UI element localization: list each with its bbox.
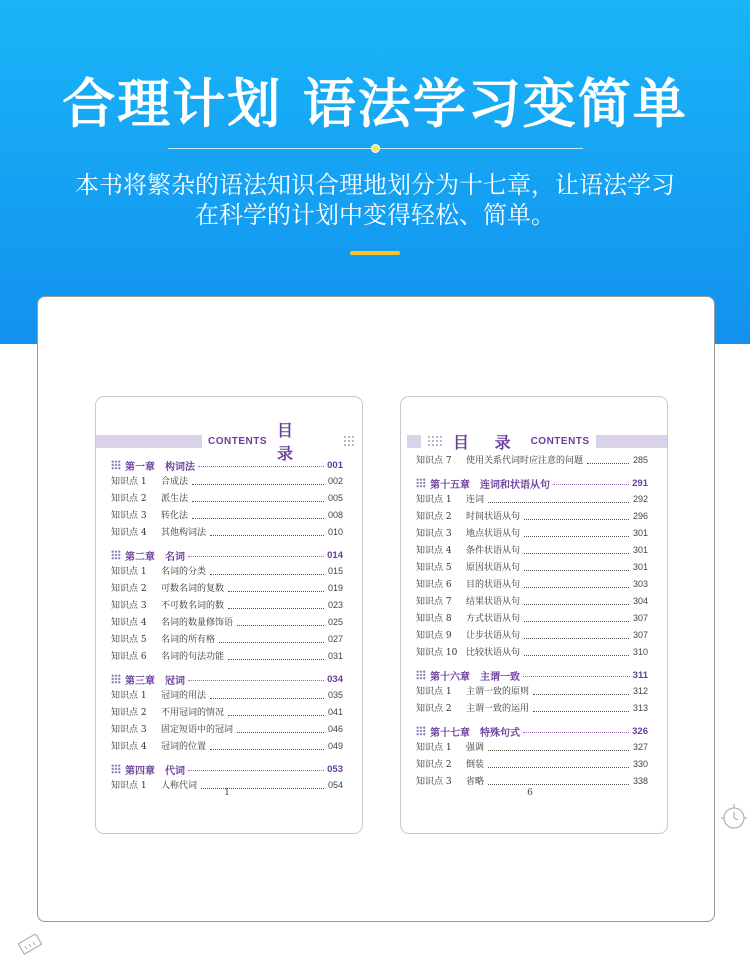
point-page: 292 [632, 494, 648, 504]
chapter-title: 第三章 冠词 [125, 675, 185, 687]
point-title: 冠词的用法 [161, 691, 207, 701]
point-title: 主谓一致的运用 [466, 704, 530, 714]
point-label: 知识点 4 [416, 546, 452, 556]
point-title: 目的状语从句 [466, 580, 521, 590]
point-page: 313 [632, 703, 648, 713]
point-page: 303 [632, 579, 648, 589]
point-label: 知识点 2 [111, 584, 147, 594]
dot-leader [524, 519, 629, 520]
dot-grid-icon [427, 435, 443, 447]
point-title: 名词的句法功能 [161, 652, 225, 662]
point-label: 知识点 2 [111, 494, 147, 504]
dot-leader [524, 621, 629, 622]
dot-leader [524, 638, 629, 639]
contents-word: CONTENTS [208, 435, 267, 447]
toc-point-row [111, 508, 343, 525]
hero-description-line-2: 在科学的计划中变得轻松、简单。 [195, 201, 555, 229]
point-label: 知识点 1 [111, 691, 147, 701]
toc-point-row [111, 722, 343, 739]
point-page: 285 [632, 455, 648, 465]
point-title: 人称代词 [161, 781, 198, 791]
toc-point-row [416, 684, 648, 701]
toc-point-row [416, 526, 648, 543]
point-title: 转化法 [161, 511, 189, 521]
toc-point-row [111, 598, 343, 615]
dot-leader [210, 574, 324, 575]
point-title: 合成法 [161, 477, 189, 487]
point-label: 知识点 6 [416, 580, 452, 590]
point-title: 主谓一致的原则 [466, 687, 530, 697]
point-page: 023 [327, 600, 343, 610]
chapter-page: 001 [327, 459, 343, 471]
dot-leader [237, 625, 324, 626]
dot-leader [192, 518, 324, 519]
toc-point-row [111, 632, 343, 649]
dot-leader [488, 750, 629, 751]
hero-description-line-1: 本书将繁杂的语法知识合理地划分为十七章，让语法学习 [75, 171, 675, 199]
chapter-grid-icon [111, 460, 121, 470]
point-title: 省略 [466, 777, 485, 787]
point-title: 连词 [466, 495, 485, 505]
point-page: 035 [327, 690, 343, 700]
mulu-heading: 目 录 [453, 432, 521, 452]
toc-list-left [111, 455, 343, 795]
point-page: 296 [632, 511, 648, 521]
point-label: 知识点 3 [111, 725, 147, 735]
hero-title: 合理计划 语法学习变简单 [62, 74, 688, 135]
point-label: 知识点 1 [416, 743, 452, 753]
point-page: 008 [327, 510, 343, 520]
toc-point-row [416, 509, 648, 526]
dot-leader [488, 767, 629, 768]
point-title: 原因状语从句 [466, 563, 521, 573]
toc-list-right [416, 453, 648, 791]
chapter-page: 311 [632, 669, 648, 681]
chapter-grid-icon [111, 764, 121, 774]
chapter-title: 第二章 名词 [125, 551, 185, 563]
toc-point-row [416, 628, 648, 645]
point-label: 知识点 3 [111, 511, 147, 521]
chapter-grid-icon [416, 726, 426, 736]
toc-point-row [416, 453, 648, 470]
point-page: 301 [632, 528, 648, 538]
point-page: 019 [327, 583, 343, 593]
chapter-title: 第一章 构词法 [125, 461, 195, 473]
toc-point-row [416, 645, 648, 662]
point-page: 031 [327, 651, 343, 661]
toc-point-row [111, 739, 343, 756]
toc-point-row [416, 543, 648, 560]
point-title: 结果状语从句 [466, 597, 521, 607]
point-title: 使用关系代词时应注意的问题 [466, 456, 584, 466]
point-title: 不可数名词的数 [161, 601, 225, 611]
dot-leader [524, 655, 629, 656]
dot-leader [523, 732, 629, 733]
dot-leader [524, 536, 629, 537]
dot-leader [533, 711, 629, 712]
point-label: 知识点 5 [111, 635, 147, 645]
dot-leader [524, 604, 629, 605]
point-page: 301 [632, 545, 648, 555]
hero-banner [0, 0, 750, 344]
point-page: 010 [327, 527, 343, 537]
point-page: 005 [327, 493, 343, 503]
point-page: 338 [632, 776, 648, 786]
dot-leader [488, 502, 629, 503]
chapter-page: 014 [327, 549, 343, 561]
point-label: 知识点 1 [416, 687, 452, 697]
point-label: 知识点 1 [111, 477, 147, 487]
point-title: 方式状语从句 [466, 614, 521, 624]
toc-point-row [111, 649, 343, 666]
chapter-page: 291 [632, 477, 648, 489]
point-page: 304 [632, 596, 648, 606]
point-page: 312 [632, 686, 648, 696]
point-label: 知识点 2 [111, 708, 147, 718]
chapter-page: 326 [632, 725, 648, 737]
contents-word: CONTENTS [530, 435, 590, 447]
point-label: 知识点 7 [416, 456, 452, 466]
point-label: 知识点 1 [416, 495, 452, 505]
chapter-grid-icon [416, 670, 426, 680]
dot-leader [198, 466, 324, 467]
dot-leader [210, 535, 324, 536]
toc-page-right [400, 396, 668, 834]
page-number: 1 [224, 788, 230, 798]
dot-leader [192, 501, 324, 502]
chapter-grid-icon [111, 550, 121, 560]
dot-leader [228, 608, 324, 609]
toc-chapter-row [416, 722, 648, 740]
point-label: 知识点 3 [111, 601, 147, 611]
point-title: 比较状语从句 [466, 648, 521, 658]
point-title: 地点状语从句 [466, 529, 521, 539]
chapter-title: 第四章 代词 [125, 765, 185, 777]
point-page: 327 [632, 742, 648, 752]
toc-point-row [111, 564, 343, 581]
point-page: 307 [632, 630, 648, 640]
point-label: 知识点 6 [111, 652, 147, 662]
toc-point-row [111, 615, 343, 632]
chapter-page: 053 [327, 763, 343, 775]
toc-page-left [95, 396, 363, 834]
dot-leader [553, 484, 629, 485]
toc-point-row [416, 594, 648, 611]
point-title: 名词的数量修饰语 [161, 618, 234, 628]
toc-header-label [202, 421, 362, 463]
toc-point-row [111, 688, 343, 705]
point-title: 强调 [466, 743, 485, 753]
point-title: 名词的分类 [161, 567, 207, 577]
dot-leader [228, 659, 324, 660]
point-label: 知识点 1 [111, 781, 147, 791]
toc-chapter-row [111, 456, 343, 474]
dot-leader [237, 732, 324, 733]
point-page: 049 [327, 741, 343, 751]
dot-leader [488, 784, 629, 785]
chapter-grid-icon [111, 674, 121, 684]
hero-description [30, 170, 720, 230]
point-title: 固定短语中的冠词 [161, 725, 234, 735]
toc-point-row [111, 525, 343, 542]
toc-chapter-row [111, 546, 343, 564]
dot-leader [587, 463, 629, 464]
chapter-title: 第十七章 特殊句式 [430, 727, 520, 739]
point-page: 015 [327, 566, 343, 576]
point-title: 时间状语从句 [466, 512, 521, 522]
point-label: 知识点 4 [111, 742, 147, 752]
point-page: 027 [327, 634, 343, 644]
toc-point-row [416, 701, 648, 718]
dot-leader [210, 698, 324, 699]
page-number: 6 [527, 788, 533, 798]
point-label: 知识点 3 [416, 529, 452, 539]
dot-grid-icon [343, 435, 356, 447]
point-title: 不用冠词的情况 [161, 708, 225, 718]
chapter-page: 034 [327, 673, 343, 685]
point-page: 330 [632, 759, 648, 769]
chapter-grid-icon [416, 478, 426, 488]
dot-leader [533, 694, 629, 695]
dot-leader [192, 484, 324, 485]
point-page: 054 [327, 780, 343, 790]
point-label: 知识点 2 [416, 760, 452, 770]
point-label: 知识点 10 [416, 648, 458, 658]
point-label: 知识点 1 [111, 567, 147, 577]
toc-header-label [421, 428, 596, 454]
point-title: 派生法 [161, 494, 189, 504]
dot-leader [228, 591, 324, 592]
dot-leader [188, 680, 324, 681]
point-page: 002 [327, 476, 343, 486]
ruler-icon [16, 934, 44, 960]
point-label: 知识点 5 [416, 563, 452, 573]
point-label: 知识点 2 [416, 704, 452, 714]
point-page: 310 [632, 647, 648, 657]
chapter-title: 第十五章 连词和状语从句 [430, 479, 550, 491]
point-page: 041 [327, 707, 343, 717]
dot-leader [188, 770, 324, 771]
point-page: 301 [632, 562, 648, 572]
point-title: 名词的所有格 [161, 635, 216, 645]
hero-divider-dot [371, 144, 380, 153]
toc-point-row [111, 491, 343, 508]
point-label: 知识点 8 [416, 614, 452, 624]
point-label: 知识点 3 [416, 777, 452, 787]
point-title: 倒装 [466, 760, 485, 770]
point-title: 可数名词的复数 [161, 584, 225, 594]
toc-point-row [416, 611, 648, 628]
point-title: 其他构词法 [161, 528, 207, 538]
point-page: 307 [632, 613, 648, 623]
point-page: 025 [327, 617, 343, 627]
point-title: 冠词的位置 [161, 742, 207, 752]
toc-point-row [111, 581, 343, 598]
toc-chapter-row [111, 670, 343, 688]
dot-leader [524, 587, 629, 588]
point-label: 知识点 9 [416, 631, 452, 641]
toc-point-row [416, 577, 648, 594]
toc-chapter-row [111, 760, 343, 778]
toc-chapter-row [416, 666, 648, 684]
toc-point-row [416, 757, 648, 774]
hero-accent-bar [350, 251, 400, 255]
mulu-heading: 目 录 [277, 421, 304, 463]
toc-point-row [111, 474, 343, 491]
toc-point-row [416, 492, 648, 509]
clock-compass-icon [718, 801, 750, 833]
point-title: 条件状语从句 [466, 546, 521, 556]
dot-leader [228, 715, 324, 716]
point-label: 知识点 7 [416, 597, 452, 607]
point-label: 知识点 2 [416, 512, 452, 522]
dot-leader [188, 556, 324, 557]
dot-leader [219, 642, 324, 643]
dot-leader [524, 553, 629, 554]
chapter-title: 第十六章 主谓一致 [430, 671, 520, 683]
point-label: 知识点 4 [111, 618, 147, 628]
toc-point-row [111, 705, 343, 722]
dot-leader [524, 570, 629, 571]
dot-leader [523, 676, 630, 677]
toc-point-row [416, 560, 648, 577]
dot-leader [210, 749, 324, 750]
point-label: 知识点 4 [111, 528, 147, 538]
toc-chapter-row [416, 474, 648, 492]
toc-point-row [416, 740, 648, 757]
point-title: 让步状语从句 [466, 631, 521, 641]
point-page: 046 [327, 724, 343, 734]
